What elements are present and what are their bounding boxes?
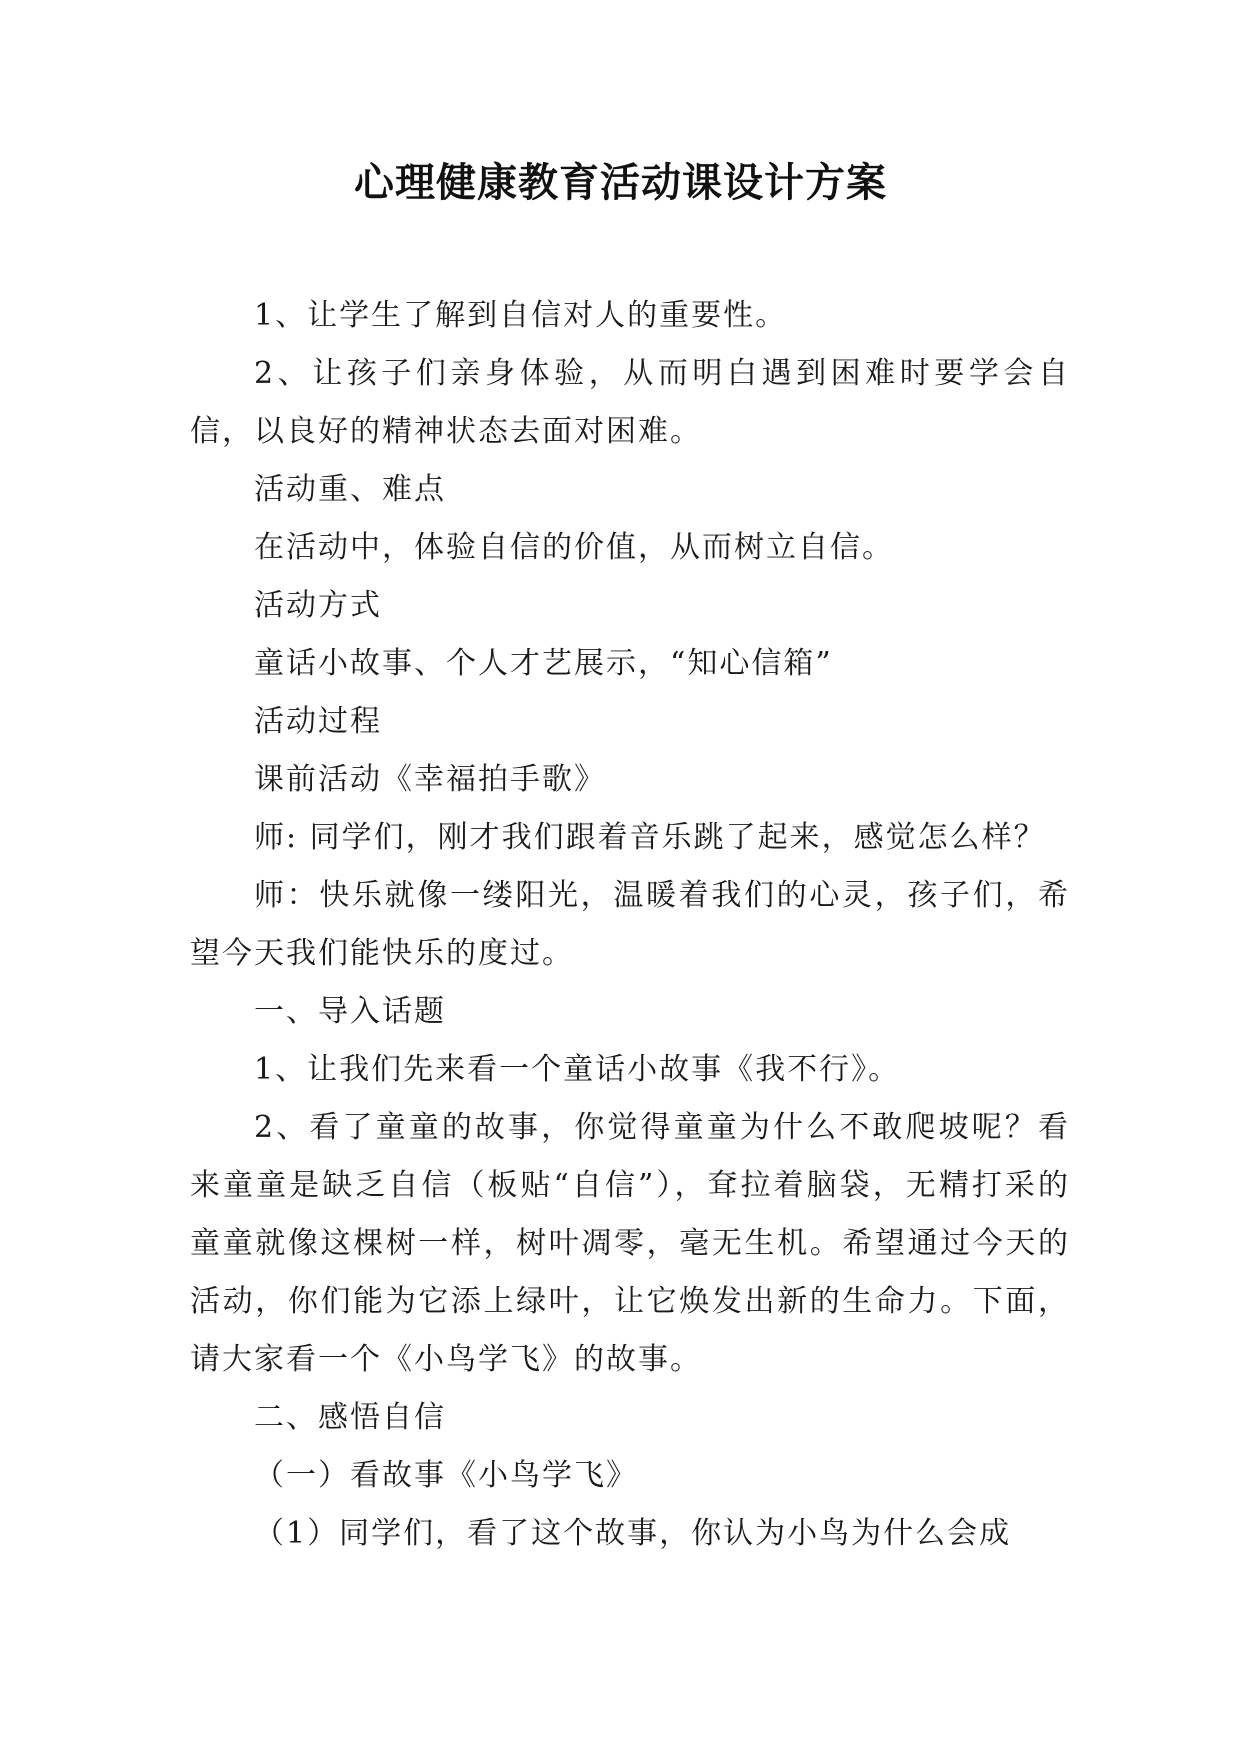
paragraph-objective-1: 1、让学生了解到自信对人的重要性。 <box>254 298 788 333</box>
paragraph-activity-method: 童话小故事、个人才艺展示，“知心信箱” <box>254 646 833 681</box>
paragraph-key-points: 在活动中，体验自信的价值，从而树立自信。 <box>254 530 894 565</box>
heading-feel-confidence: 二、感悟自信 <box>254 1400 446 1435</box>
paragraph-teacher-question: 师: 同学们，刚才我们跟着音乐跳了起来，感觉怎么样？ <box>254 820 1046 855</box>
heading-activity-method: 活动方式 <box>254 588 382 623</box>
paragraph-story-1: 1、让我们先来看一个童话小故事《我不行》。 <box>254 1052 901 1087</box>
document-body <box>190 287 1070 1563</box>
heading-introduction: 一、导入话题 <box>254 994 446 1029</box>
paragraph-bird-question: （1）同学们，看了这个故事，你认为小鸟为什么会成 <box>254 1516 1012 1551</box>
heading-key-points: 活动重、难点 <box>254 472 446 507</box>
paragraph-pre-class-activity: 课前活动《幸福拍手歌》 <box>254 762 606 797</box>
subheading-bird-story: （一）看故事《小鸟学飞》 <box>254 1458 638 1493</box>
paragraph-teacher-remark: 师：快乐就像一缕阳光，温暖着我们的心灵，孩子们，希望今天我们能快乐的度过。 <box>190 878 1070 971</box>
paragraph-objective-2: 2、让孩子们亲身体验，从而明白遇到困难时要学会自信，以良好的精神状态去面对困难。 <box>190 356 1070 449</box>
heading-activity-process: 活动过程 <box>254 704 382 739</box>
document-title: 心理健康教育活动课设计方案 <box>354 160 887 206</box>
paragraph-story-discussion: 2、看了童童的故事，你觉得童童为什么不敢爬坡呢？看来童童是缺乏自信（板贴“自信”），耷拉着脑袋，无精打采的童童就像这棵树一样，树叶凋零，毫无生机。希望通过今天的活动，你们能为它添上绿叶，让它焕发出新的生命力。下面，请大家看一个《小鸟学飞》的故事。 <box>190 1110 1070 1377</box>
